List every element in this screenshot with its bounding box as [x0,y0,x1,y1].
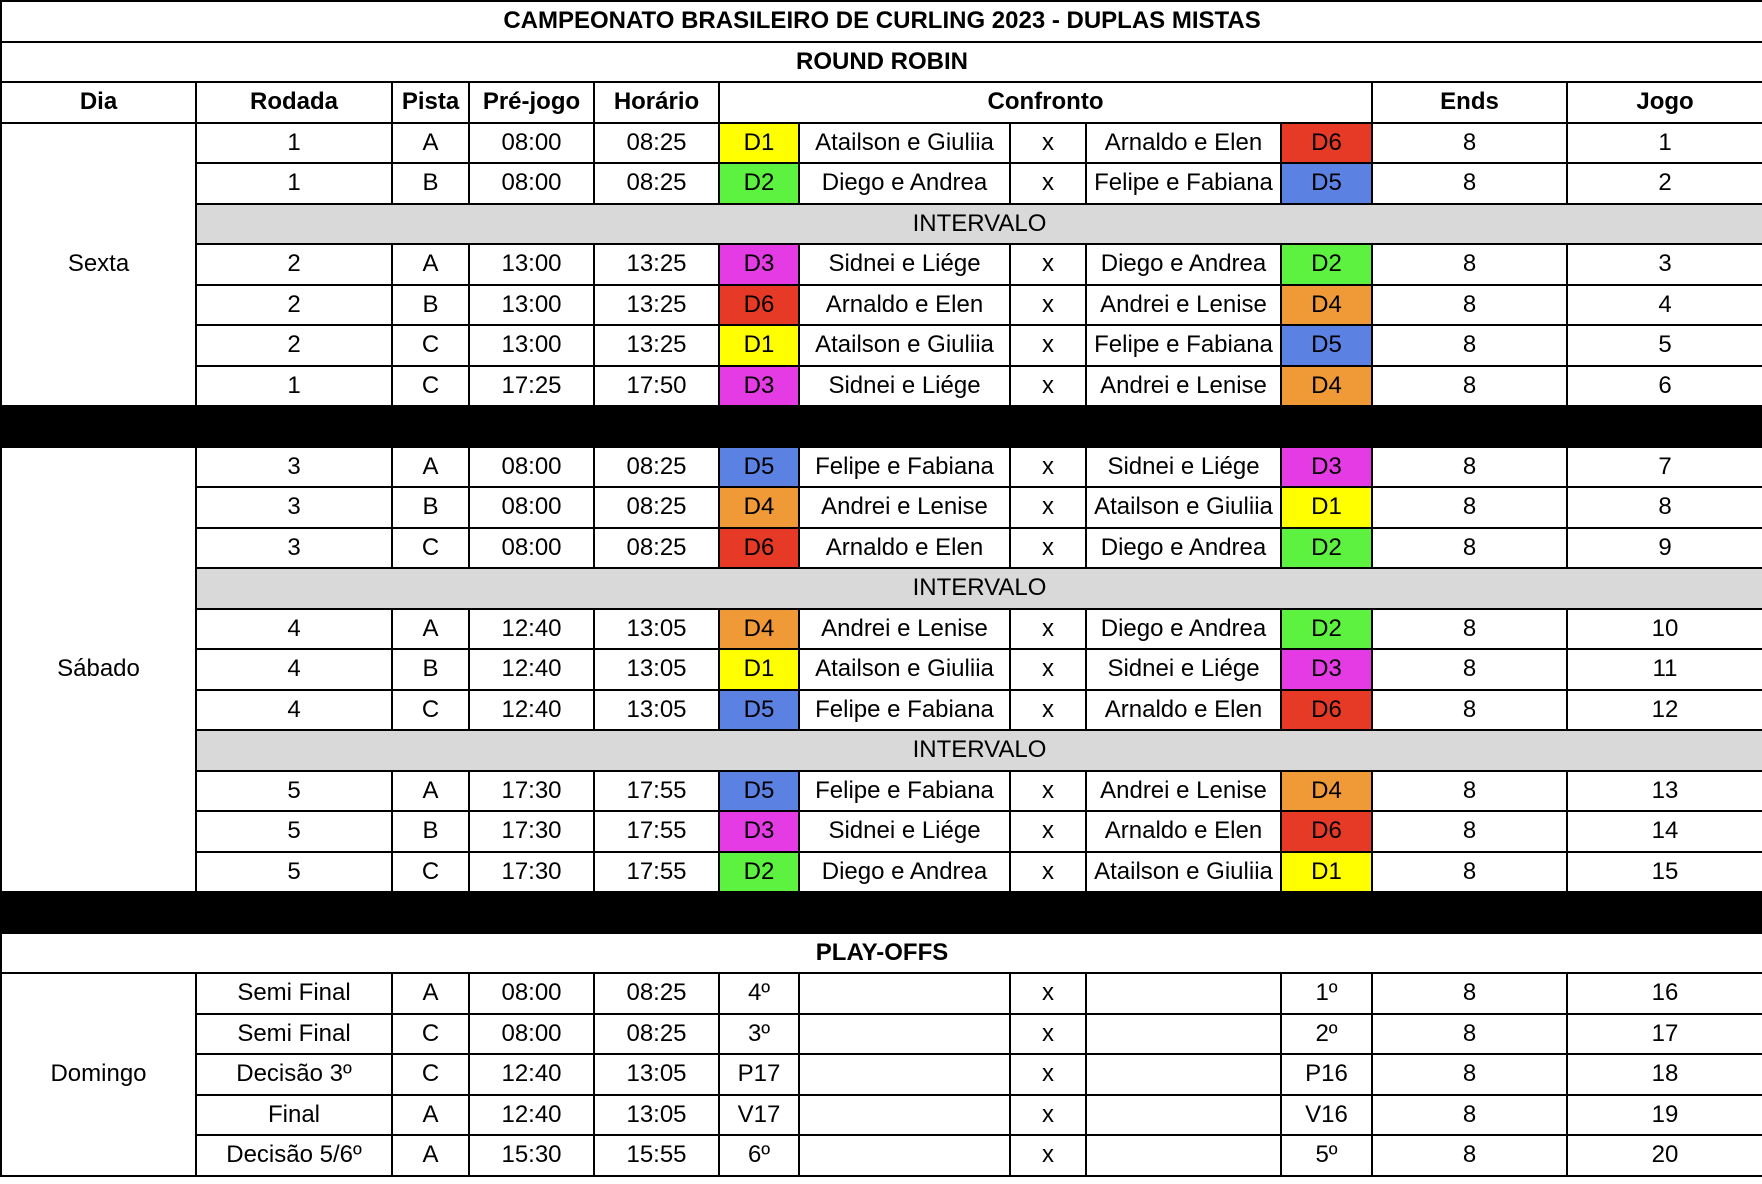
left-team-code: D2 [719,852,799,893]
pista-cell: B [392,285,469,326]
ends-cell: 8 [1372,366,1567,407]
left-team-name: Arnaldo e Elen [799,285,1010,326]
ends-cell: 8 [1372,852,1567,893]
header-ends: Ends [1372,82,1567,123]
ends-cell: 8 [1372,1014,1567,1055]
right-team-name [1086,1095,1281,1136]
left-team-name: Sidnei e Liége [799,366,1010,407]
jogo-cell: 4 [1567,285,1762,326]
header-pista: Pista [392,82,469,123]
prejogo-cell: 08:00 [469,487,594,528]
ends-cell: 8 [1372,973,1567,1014]
left-team-code: D1 [719,325,799,366]
horario-cell: 08:25 [594,973,719,1014]
pista-cell: A [392,123,469,164]
pista-cell: A [392,244,469,285]
ends-cell: 8 [1372,1095,1567,1136]
ends-cell: 8 [1372,1135,1567,1176]
prejogo-cell: 08:00 [469,528,594,569]
jogo-cell: 6 [1567,366,1762,407]
left-team-code: P17 [719,1054,799,1095]
left-team-code: 6º [719,1135,799,1176]
ends-cell: 8 [1372,447,1567,488]
jogo-cell: 3 [1567,244,1762,285]
jogo-cell: 8 [1567,487,1762,528]
table-row [1,447,1762,488]
prejogo-cell: 13:00 [469,285,594,326]
versus-cell: x [1010,609,1086,650]
right-team-name: Diego e Andrea [1086,528,1281,569]
left-team-code: D1 [719,123,799,164]
right-team-code: D2 [1281,244,1372,285]
right-team-name [1086,1014,1281,1055]
versus-cell: x [1010,447,1086,488]
right-team-name [1086,1054,1281,1095]
header-row [1,82,1762,123]
horario-cell: 17:50 [594,366,719,407]
versus-cell: x [1010,1135,1086,1176]
left-team-name: Felipe e Fabiana [799,447,1010,488]
right-team-code: D3 [1281,447,1372,488]
jogo-cell: 7 [1567,447,1762,488]
right-team-name: Arnaldo e Elen [1086,123,1281,164]
header-confronto: Confronto [719,82,1372,123]
left-team-name: Sidnei e Liége [799,811,1010,852]
prejogo-cell: 08:00 [469,163,594,204]
separator-bar [1,406,1762,447]
left-team-name: Atailson e Giuliia [799,649,1010,690]
jogo-cell: 15 [1567,852,1762,893]
right-team-code: D4 [1281,771,1372,812]
prejogo-cell: 17:25 [469,366,594,407]
versus-cell: x [1010,973,1086,1014]
horario-cell: 08:25 [594,447,719,488]
horario-cell: 17:55 [594,811,719,852]
right-team-name: Andrei e Lenise [1086,771,1281,812]
table-row [1,690,1762,731]
left-team-name: Sidnei e Liége [799,244,1010,285]
horario-cell: 08:25 [594,123,719,164]
horario-cell: 13:05 [594,609,719,650]
interval-row [1,568,1762,609]
header-jogo: Jogo [1567,82,1762,123]
day-separator [1,406,1762,447]
playoffs-heading: PLAY-OFFS [1,933,1762,974]
right-team-code: D2 [1281,528,1372,569]
ends-cell: 8 [1372,771,1567,812]
versus-cell: x [1010,811,1086,852]
rodada-cell: 5 [196,771,392,812]
header-rodada: Rodada [196,82,392,123]
left-team-code: D2 [719,163,799,204]
left-team-code: D5 [719,690,799,731]
ends-cell: 8 [1372,609,1567,650]
left-team-code: D4 [719,487,799,528]
horario-cell: 13:05 [594,690,719,731]
right-team-code: V16 [1281,1095,1372,1136]
versus-cell: x [1010,285,1086,326]
rodada-cell: 1 [196,163,392,204]
left-team-name [799,1135,1010,1176]
pista-cell: A [392,447,469,488]
pista-cell: B [392,163,469,204]
prejogo-cell: 08:00 [469,973,594,1014]
table-row [1,649,1762,690]
horario-cell: 13:25 [594,325,719,366]
versus-cell: x [1010,325,1086,366]
day-sexta: Sexta [1,123,196,407]
table-row [1,1135,1762,1176]
prejogo-cell: 08:00 [469,447,594,488]
versus-cell: x [1010,163,1086,204]
right-team-name: Atailson e Giuliia [1086,852,1281,893]
rodada-cell: 2 [196,285,392,326]
table-row [1,528,1762,569]
pista-cell: C [392,325,469,366]
left-team-code: D3 [719,811,799,852]
right-team-code: 1º [1281,973,1372,1014]
header-dia: Dia [1,82,196,123]
left-team-code: D4 [719,609,799,650]
interval-row [1,730,1762,771]
horario-cell: 15:55 [594,1135,719,1176]
right-team-code: 5º [1281,1135,1372,1176]
versus-cell: x [1010,244,1086,285]
rodada-cell: 4 [196,649,392,690]
jogo-cell: 9 [1567,528,1762,569]
ends-cell: 8 [1372,649,1567,690]
pista-cell: A [392,973,469,1014]
prejogo-cell: 15:30 [469,1135,594,1176]
left-team-code: D3 [719,366,799,407]
right-team-name: Andrei e Lenise [1086,285,1281,326]
rodada-cell: Semi Final [196,973,392,1014]
left-team-code: D3 [719,244,799,285]
right-team-code: D6 [1281,690,1372,731]
rodada-cell: Decisão 5/6º [196,1135,392,1176]
right-team-code: D6 [1281,811,1372,852]
prejogo-cell: 17:30 [469,771,594,812]
left-team-name: Andrei e Lenise [799,609,1010,650]
versus-cell: x [1010,852,1086,893]
right-team-code: D2 [1281,609,1372,650]
left-team-name [799,1014,1010,1055]
interval-label: INTERVALO [196,568,1762,609]
left-team-name: Atailson e Giuliia [799,123,1010,164]
table-row [1,163,1762,204]
left-team-name: Diego e Andrea [799,163,1010,204]
right-team-name: Sidnei e Liége [1086,649,1281,690]
jogo-cell: 18 [1567,1054,1762,1095]
left-team-code: D6 [719,528,799,569]
prejogo-cell: 13:00 [469,325,594,366]
day-sabado: Sábado [1,447,196,893]
right-team-name: Diego e Andrea [1086,244,1281,285]
ends-cell: 8 [1372,528,1567,569]
right-team-name: Andrei e Lenise [1086,366,1281,407]
horario-cell: 13:05 [594,1095,719,1136]
ends-cell: 8 [1372,690,1567,731]
ends-cell: 8 [1372,244,1567,285]
pista-cell: C [392,528,469,569]
header-horario: Horário [594,82,719,123]
left-team-name: Felipe e Fabiana [799,690,1010,731]
table-row [1,487,1762,528]
rodada-cell: Final [196,1095,392,1136]
pista-cell: B [392,811,469,852]
table-row [1,1014,1762,1055]
right-team-name: Diego e Andrea [1086,609,1281,650]
table-row [1,609,1762,650]
jogo-cell: 20 [1567,1135,1762,1176]
prejogo-cell: 12:40 [469,1095,594,1136]
versus-cell: x [1010,771,1086,812]
prejogo-cell: 12:40 [469,690,594,731]
left-team-name: Diego e Andrea [799,852,1010,893]
left-team-code: D5 [719,447,799,488]
prejogo-cell: 12:40 [469,649,594,690]
rodada-cell: 3 [196,487,392,528]
prejogo-cell: 17:30 [469,852,594,893]
day-domingo: Domingo [1,973,196,1176]
left-team-name: Felipe e Fabiana [799,771,1010,812]
jogo-cell: 17 [1567,1014,1762,1055]
table-row [1,771,1762,812]
rodada-cell: Semi Final [196,1014,392,1055]
right-team-name: Atailson e Giuliia [1086,487,1281,528]
prejogo-cell: 13:00 [469,244,594,285]
rodada-cell: 1 [196,366,392,407]
rodada-cell: 4 [196,690,392,731]
table-row [1,123,1762,164]
horario-cell: 17:55 [594,771,719,812]
interval-row [1,204,1762,245]
left-team-code: D5 [719,771,799,812]
table-row [1,366,1762,407]
right-team-name: Felipe e Fabiana [1086,163,1281,204]
left-team-code: D6 [719,285,799,326]
jogo-cell: 1 [1567,123,1762,164]
table-row [1,325,1762,366]
right-team-code: D6 [1281,123,1372,164]
versus-cell: x [1010,649,1086,690]
pista-cell: C [392,690,469,731]
pista-cell: A [392,609,469,650]
separator-bar [1,892,1762,933]
right-team-name [1086,1135,1281,1176]
table-row [1,285,1762,326]
left-team-code: V17 [719,1095,799,1136]
right-team-name [1086,973,1281,1014]
right-team-code: P16 [1281,1054,1372,1095]
horario-cell: 08:25 [594,487,719,528]
versus-cell: x [1010,123,1086,164]
prejogo-cell: 12:40 [469,609,594,650]
ends-cell: 8 [1372,123,1567,164]
round-robin-heading: ROUND ROBIN [1,42,1762,83]
rodada-cell: 3 [196,447,392,488]
rodada-cell: 5 [196,811,392,852]
pista-cell: A [392,771,469,812]
prejogo-cell: 17:30 [469,811,594,852]
left-team-name [799,1095,1010,1136]
right-team-code: D1 [1281,852,1372,893]
prejogo-cell: 08:00 [469,123,594,164]
left-team-code: 4º [719,973,799,1014]
rodada-cell: 1 [196,123,392,164]
ends-cell: 8 [1372,1054,1567,1095]
versus-cell: x [1010,487,1086,528]
horario-cell: 08:25 [594,163,719,204]
versus-cell: x [1010,1095,1086,1136]
horario-cell: 13:25 [594,285,719,326]
right-team-code: D4 [1281,285,1372,326]
ends-cell: 8 [1372,811,1567,852]
interval-label: INTERVALO [196,204,1762,245]
jogo-cell: 11 [1567,649,1762,690]
horario-cell: 13:05 [594,1054,719,1095]
pista-cell: B [392,487,469,528]
jogo-cell: 10 [1567,609,1762,650]
rodada-cell: 2 [196,244,392,285]
table-row [1,1054,1762,1095]
jogo-cell: 12 [1567,690,1762,731]
jogo-cell: 13 [1567,771,1762,812]
right-team-code: D4 [1281,366,1372,407]
versus-cell: x [1010,1054,1086,1095]
left-team-name [799,973,1010,1014]
versus-cell: x [1010,1014,1086,1055]
page-title: CAMPEONATO BRASILEIRO DE CURLING 2023 - DUPLAS MISTAS [1,1,1762,42]
left-team-name: Arnaldo e Elen [799,528,1010,569]
left-team-code: 3º [719,1014,799,1055]
horario-cell: 17:55 [594,852,719,893]
versus-cell: x [1010,366,1086,407]
horario-cell: 13:05 [594,649,719,690]
right-team-name: Arnaldo e Elen [1086,690,1281,731]
pista-cell: A [392,1135,469,1176]
table-row [1,973,1762,1014]
pista-cell: A [392,1095,469,1136]
versus-cell: x [1010,528,1086,569]
rodada-cell: 3 [196,528,392,569]
right-team-code: D5 [1281,325,1372,366]
right-team-code: D3 [1281,649,1372,690]
left-team-name [799,1054,1010,1095]
horario-cell: 13:25 [594,244,719,285]
versus-cell: x [1010,690,1086,731]
jogo-cell: 19 [1567,1095,1762,1136]
interval-label: INTERVALO [196,730,1762,771]
horario-cell: 08:25 [594,1014,719,1055]
rodada-cell: 4 [196,609,392,650]
right-team-name: Felipe e Fabiana [1086,325,1281,366]
pista-cell: C [392,852,469,893]
right-team-code: 2º [1281,1014,1372,1055]
prejogo-cell: 08:00 [469,1014,594,1055]
table-row [1,811,1762,852]
rodada-cell: 5 [196,852,392,893]
rodada-cell: Decisão 3º [196,1054,392,1095]
right-team-name: Arnaldo e Elen [1086,811,1281,852]
ends-cell: 8 [1372,487,1567,528]
pista-cell: C [392,1054,469,1095]
jogo-cell: 5 [1567,325,1762,366]
right-team-code: D1 [1281,487,1372,528]
left-team-name: Andrei e Lenise [799,487,1010,528]
pista-cell: C [392,366,469,407]
pista-cell: C [392,1014,469,1055]
day-separator [1,892,1762,933]
header-prejogo: Pré-jogo [469,82,594,123]
right-team-code: D5 [1281,163,1372,204]
pista-cell: B [392,649,469,690]
jogo-cell: 16 [1567,973,1762,1014]
rodada-cell: 2 [196,325,392,366]
horario-cell: 08:25 [594,528,719,569]
left-team-name: Atailson e Giuliia [799,325,1010,366]
jogo-cell: 14 [1567,811,1762,852]
ends-cell: 8 [1372,285,1567,326]
table-row [1,852,1762,893]
prejogo-cell: 12:40 [469,1054,594,1095]
ends-cell: 8 [1372,325,1567,366]
table-row [1,1095,1762,1136]
left-team-code: D1 [719,649,799,690]
ends-cell: 8 [1372,163,1567,204]
table-row [1,244,1762,285]
jogo-cell: 2 [1567,163,1762,204]
right-team-name: Sidnei e Liége [1086,447,1281,488]
